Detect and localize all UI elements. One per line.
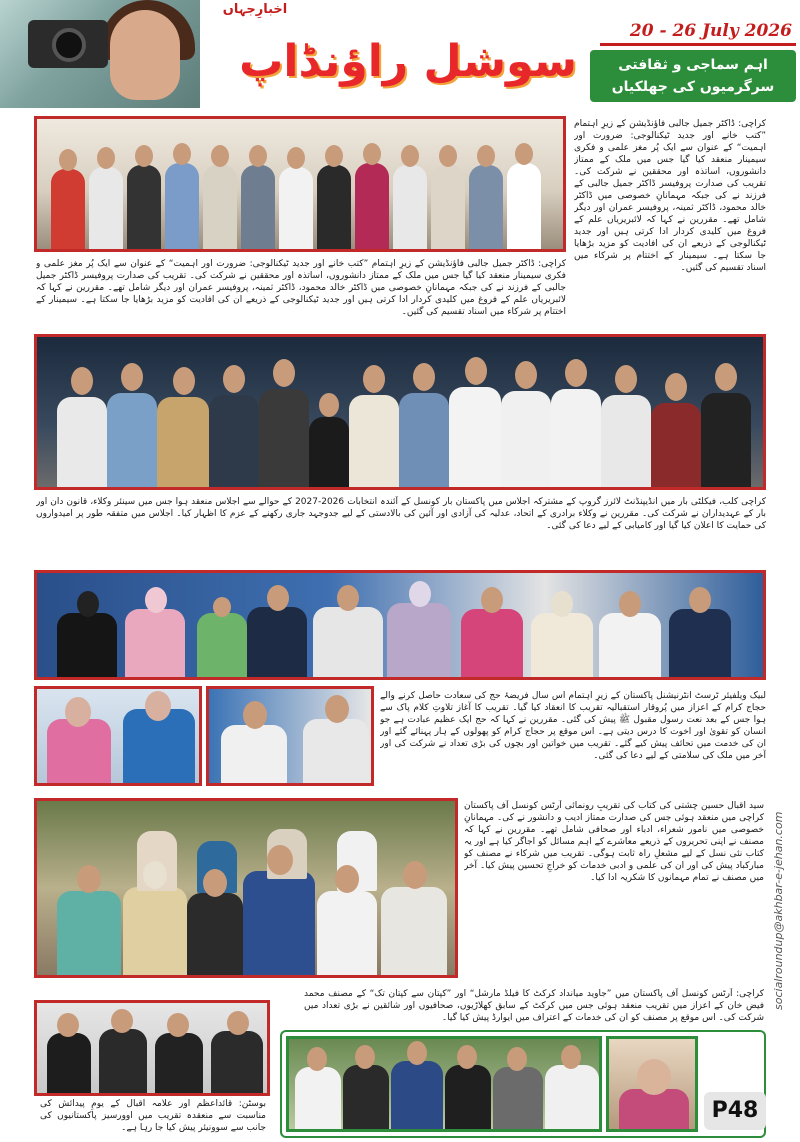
photo-hajj-event [34,570,766,680]
page-number: P48 [704,1092,766,1130]
article-seminar-column: کراچی: ڈاکٹر جمیل جالبی فاؤنڈیشن کے زیرِ اہتمام ”کتب خانے اور جدید ٹیکنالوجی: ضرورت اور اہمیت“ کے عنوان سے ایک پُر مغز علمی و فکری سیمینار منعقد کیا گیا جس میں ملک کے ممتاز دانشوروں، اساتذہ اور محققین نے شرکت کی۔ تقریب کی صدارت پروفیسر ڈاکٹر جمیل جالبی کے فرزند نے کی جبکہ مہمانانِ خصوصی میں ڈاکٹر خالد محمود، ڈاکٹر ثمینہ، پروفیسر عمران اور دیگر شامل تھے۔ مقررین نے کہا کہ لائبریریاں علم کے فروغ میں کلیدی کردار ادا کرتی ہیں اور جدید ٹیکنالوجی کے ذریعے ان کی افادیت کو مزید بڑھایا جا سکتا ہے۔ سیمینار کے اختتام پر شرکاء میں اسناد تقسیم کی گئیں۔ [574,119,766,273]
face-shape [110,10,180,100]
caption-boston: بوسٹن: قائداعظم اور علامہ اقبال کے یومِ پیدائش کی مناسبت سے منعقدہ تقریب میں اوورسیز پاکستانیوں کی جانب سے سوونیئر پیش کیا جا رہا ہے۔ [40,1099,266,1133]
camera-lens-icon [52,28,86,62]
article-seminar-cont: کراچی: ڈاکٹر جمیل جالبی فاؤنڈیشن کے زیرِ اہتمام ”کتب خانے اور جدید ٹیکنالوجی: ضرورت اور اہمیت“ کے عنوان سے ایک پُر مغز علمی و فکری سیمینار منعقد کیا گیا جس میں ملک کے ممتاز دانشوروں، اساتذہ اور محققین نے شرکت کی۔ تقریب کی صدارت پروفیسر ڈاکٹر جمیل جالبی کے فرزند نے کی جبکہ مہمانانِ خصوصی میں ڈاکٹر خالد محمود، ڈاکٹر ثمینہ، پروفیسر عمران اور دیگر شامل تھے۔ مقررین نے کہا کہ لائبریریاں علم کے فروغ میں کلیدی کردار ادا کرتی ہیں اور جدید ٹیکنالوجی کے ذریعے ان کی افادیت کو مزید بڑھایا جا سکتا ہے۔ سیمینار کے اختتام پر شرکاء میں اسناد تقسیم کی گئیں۔ [36,259,566,317]
section-subtitle [590,50,796,102]
header-photo [0,0,200,108]
brand-logo: اخبارِجہاں [222,2,288,17]
article-lawyers: کراچی کلب، فیکلٹی بار میں انڈیپنڈنٹ لائرز گروپ کے مشترکہ اجلاس میں پاکستان بار کونسل کے آئندہ انتخابات 2026-2027 کے حوالے سے اجلاس منعقد ہوا جس میں سینئر وکلاء، قانون دان اور بار کے عہدیداران نے شرکت کی۔ مقررین نے وکلاء برادری کے اتحاد، عدلیہ کی آزادی اور آئین کی بالادستی کے لیے جدوجہد جاری رکھنے کے عزم کا اظہار کیا۔ اجلاس میں متفقہ طور پر امیدواروں کی حمایت کا اعلان کیا گیا اور کامیابی کے لیے دعا کی گئی۔ [36,497,766,531]
photo-hajj-speakers [206,686,374,786]
contact-email[interactable]: socialroundup@akhbar-e-jehan.com [772,811,785,1010]
photo-seminar [34,116,566,252]
photo-book-launch [34,798,458,978]
issue-date: 20 - 26 July 2026 [600,16,796,46]
photo-lawyers [34,334,766,490]
page-title: سوشل راؤنڈاپ [239,36,577,87]
photo-boston-souvenir [34,1000,270,1096]
photo-cricket-portrait [606,1036,698,1132]
article-book-launch: سید اقبال حسین چشتی کی کتاب کی تقریبِ رونمائی آرٹس کونسل آف پاکستان کراچی میں منعقد ہوئی جس کی صدارت ممتاز ادیب و دانشور نے کی۔ مہمانانِ خصوصی میں نامور شعراء، ادباء اور صحافی شامل تھے۔ مقررین نے کہا کہ مصنف نے اپنی تحریروں کے ذریعے معاشرے کے اہم مسائل کو اجاگر کیا ہے اور یہ کتاب نئی نسل کے لیے مشعلِ راہ ثابت ہوگی۔ تقریب میں شرکاء نے مصنف کو مبارکباد پیش کی اور ان کی علمی و ادبی خدمات کو خراجِ تحسین پیش کیا۔ آخر میں مصنف نے تمام مہمانوں کا شکریہ ادا کیا۔ [464,801,764,883]
article-hajj: لبیک ویلفیئر ٹرسٹ انٹرنیشنل پاکستان کے زیرِ اہتمام اس سال فریضۂ حج کی سعادت حاصل کرنے والے حجاج کرام کے اعزاز میں پُروقار استقبالیہ تقریب کا انعقاد کیا گیا۔ تقریب کا آغاز تلاوتِ کلام پاک سے ہوا جس کے بعد نعت رسول مقبول ﷺ پیش کی گئی۔ مقررین نے کہا کہ حج ایک عظیم عبادت ہے جو انسان کو تقویٰ اور اخوت کا درس دیتی ہے۔ اس موقع پر حجاج کرام کو پھولوں کے ہار پہنائے گئے اور ان کی خدمت میں تحائف پیش کیے گئے۔ تقریب میں خواتین اور بچوں کی بڑی تعداد نے شرکت کی اور آخر میں ملک کی سلامتی کے لیے دعا کی گئی۔ [380,691,766,761]
subtitle-line-1: اہم سماجی و ثقافتی [618,57,768,73]
photo-women-greeting [34,686,202,786]
photo-cricket-event [286,1036,602,1132]
subtitle-line-2: سرگرمیوں کی جھلکیاں [611,79,775,95]
article-cricket: کراچی: آرٹس کونسل آف پاکستان میں ”جاوید میانداد کرکٹ کا فیلڈ مارشل“ اور ”کپتان سے کپتان تک“ کے مصنف محمد فیض خان کے اعزاز میں تقریب منعقد ہوئی جس میں کرکٹ کے سابق کھلاڑیوں، صحافیوں اور شائقین نے بڑی تعداد میں شرکت کی۔ اس موقع پر مصنف کو ان کی خدمات کے اعتراف میں ایوارڈ پیش کیا گیا۔ [304,989,764,1023]
